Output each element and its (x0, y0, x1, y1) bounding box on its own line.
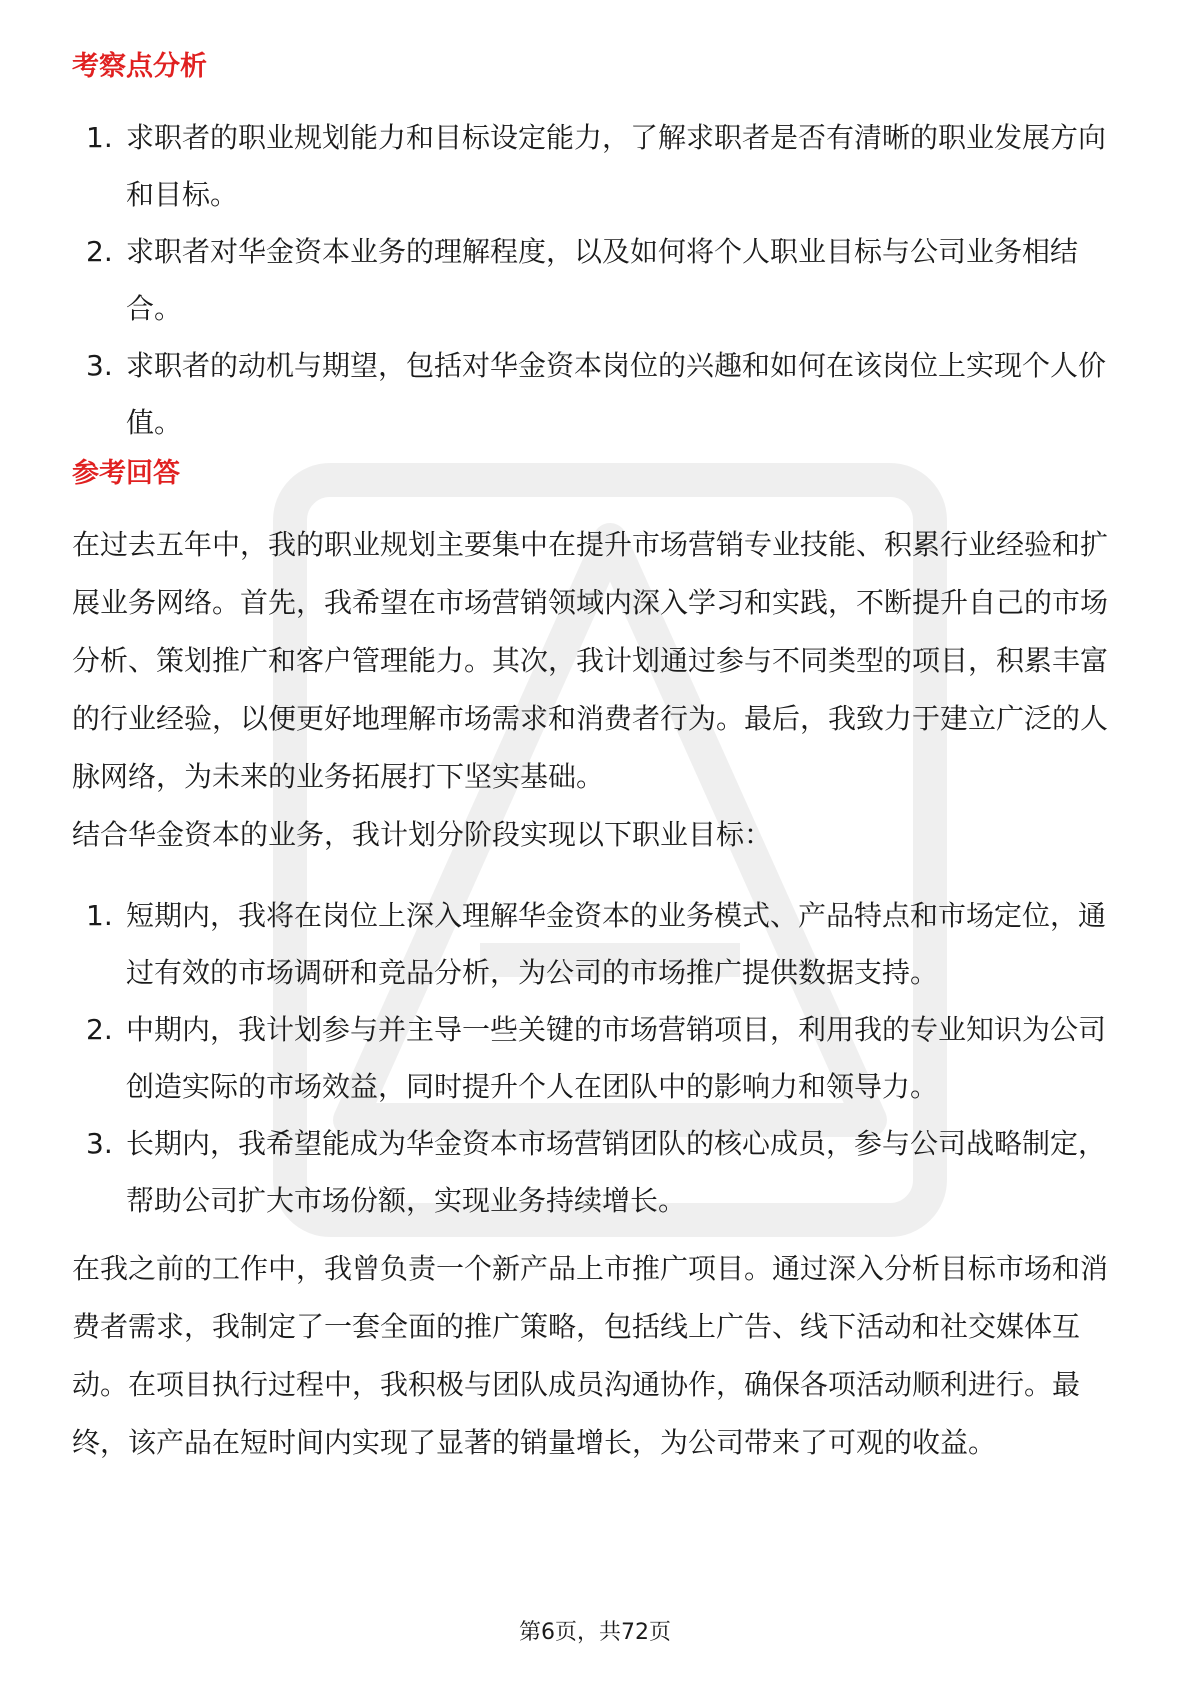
list-item (72, 109, 1118, 223)
list-number: 3. (86, 1127, 113, 1160)
answer-paragraph-1: 在过去五年中，我的职业规划主要集中在提升市场营销专业技能、积累行业经验和扩展业务网络。首先，我希望在市场营销领域内深入学习和实践，不断提升自己的市场分析、策划推广和客户管理能力。其次，我计划通过参与不同类型的项目，积累丰富的行业经验，以便更好地理解市场需求和消费者行为。最后，我致力于建立广泛的人脉网络，为未来的业务拓展打下坚实基础。 (72, 528, 1109, 793)
answer-paragraph-2: 结合华金资本的业务，我计划分阶段实现以下职业目标： (72, 818, 773, 851)
list-item (72, 223, 1118, 337)
list-item-text: 求职者对华金资本业务的理解程度，以及如何将个人职业目标与公司业务相结合。 (126, 235, 1079, 325)
list-item-text: 长期内，我希望能成为华金资本市场营销团队的核心成员，参与公司战略制定，帮助公司扩大市场份额，实现业务持续增长。 (126, 1127, 1107, 1217)
page-number-footer: 第6页，共72页 (519, 1620, 671, 1645)
answer-paragraph-3: 在我之前的工作中，我曾负责一个新产品上市推广项目。通过深入分析目标市场和消费者需求，我制定了一套全面的推广策略，包括线上广告、线下活动和社交媒体互动。在项目执行过程中，我积极与团队成员沟通协作，确保各项活动顺利进行。最终，该产品在短时间内实现了显著的销量增长，为公司带来了可观的收益。 (72, 1252, 1109, 1459)
career-goals-list (72, 887, 1118, 1229)
list-item-text: 求职者的职业规划能力和目标设定能力，了解求职者是否有清晰的职业发展方向和目标。 (126, 121, 1107, 211)
list-number: 2. (86, 1013, 113, 1046)
list-item (72, 1115, 1118, 1229)
list-item-text: 求职者的动机与期望，包括对华金资本岗位的兴趣和如何在该岗位上实现个人价值。 (126, 349, 1107, 439)
list-number: 3. (86, 349, 113, 382)
list-item (72, 1001, 1118, 1115)
list-number: 2. (86, 235, 113, 268)
section-heading-analysis: 考察点分析 (72, 51, 207, 82)
section-heading-reference-answer: 参考回答 (72, 458, 180, 489)
list-number: 1. (86, 899, 113, 932)
list-item-text: 短期内，我将在岗位上深入理解华金资本的业务模式、产品特点和市场定位，通过有效的市场调研和竞品分析，为公司的市场推广提供数据支持。 (126, 899, 1107, 989)
analysis-list (72, 109, 1118, 451)
list-number: 1. (86, 121, 113, 154)
list-item (72, 887, 1118, 1001)
list-item-text: 中期内，我计划参与并主导一些关键的市场营销项目，利用我的专业知识为公司创造实际的市场效益，同时提升个人在团队中的影响力和领导力。 (126, 1013, 1107, 1103)
list-item (72, 337, 1118, 451)
